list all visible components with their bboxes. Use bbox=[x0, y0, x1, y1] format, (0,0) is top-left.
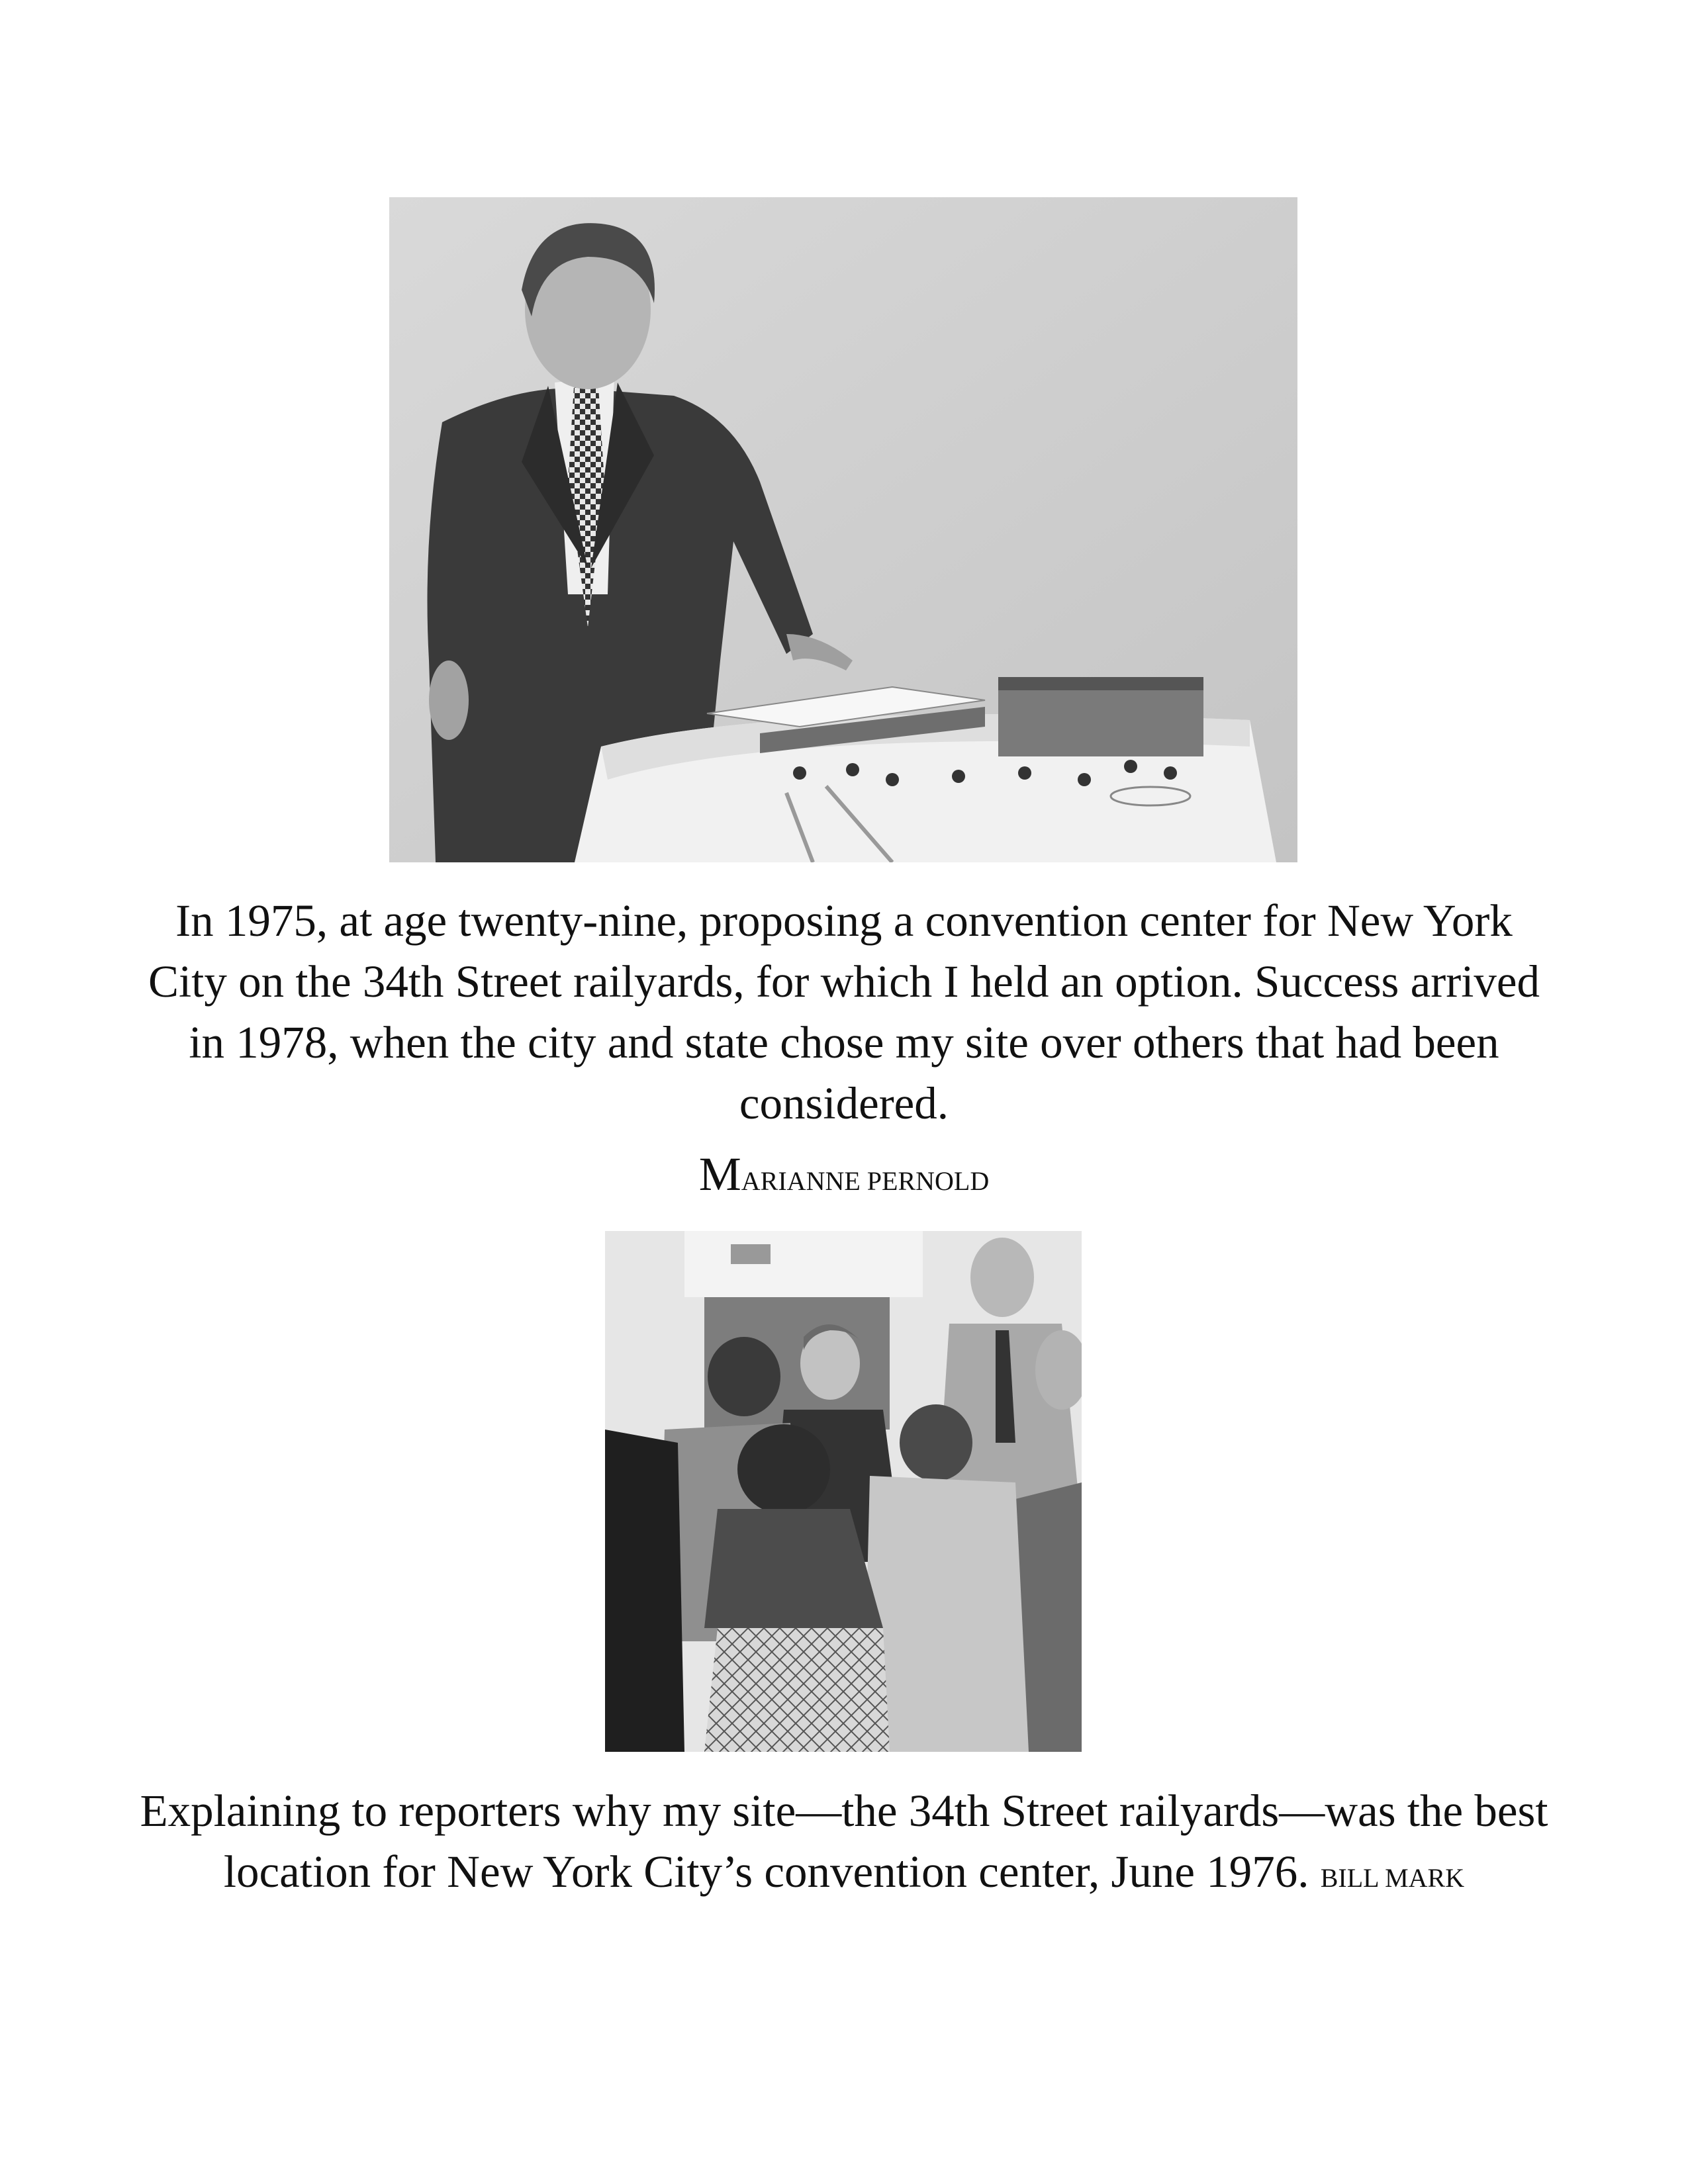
photo-caption-text: Explaining to reporters why my site—the 34th Street railyards—was the best location for New York City’s convention center, June 1976. bbox=[140, 1786, 1548, 1897]
photo-credit: MARIANNE PERNOLD bbox=[698, 1148, 990, 1201]
photo-caption bbox=[132, 1780, 1556, 1909]
photo-caption: In 1975, at age twenty-nine, proposing a convention center for New York City on the 34th Street railyards, for which I held an option. Success arrived in 1978, when the city and state chose my site over others that had been considered. bbox=[148, 895, 1540, 1128]
photo-credit: BILL MARK bbox=[1320, 1863, 1465, 1893]
photo-model-presentation bbox=[389, 197, 1297, 862]
photo-reporters-image bbox=[605, 1231, 1082, 1752]
photo-reporters bbox=[605, 1231, 1082, 1752]
photo-model-presentation-image bbox=[389, 197, 1297, 862]
